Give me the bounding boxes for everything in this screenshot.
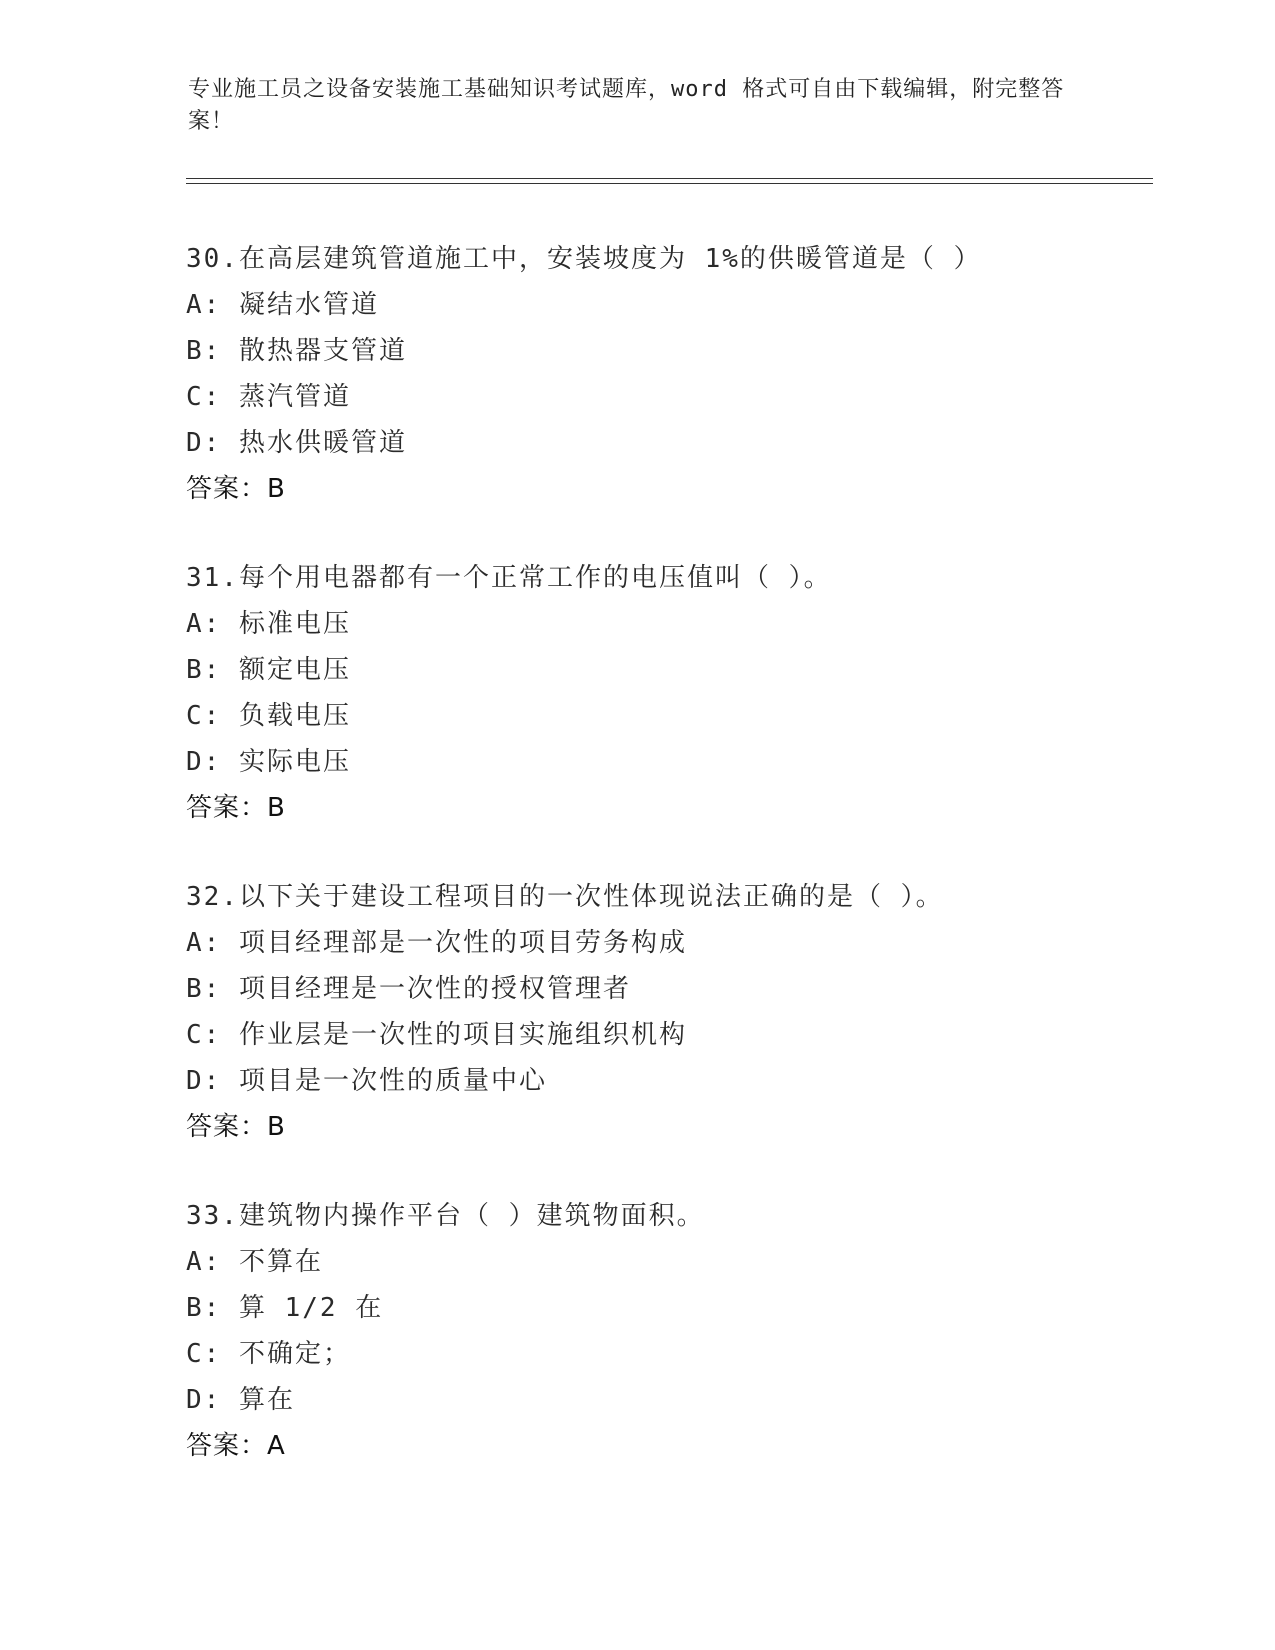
option-c: C: 不确定； <box>186 1339 351 1369</box>
answer-line: 答案：B <box>186 474 286 504</box>
question-stem: 30.在高层建筑管道施工中，安装坡度为 1%的供暖管道是（ ） <box>186 244 982 274</box>
option-c: C: 蒸汽管道 <box>186 382 351 412</box>
option-b: B: 散热器支管道 <box>186 336 407 366</box>
option-b: B: 算 1/2 在 <box>186 1293 384 1323</box>
question-stem: 31.每个用电器都有一个正常工作的电压值叫（ ）。 <box>186 563 832 593</box>
question-stem: 33.建筑物内操作平台（ ）建筑物面积。 <box>186 1201 705 1231</box>
option-a: A: 凝结水管道 <box>186 290 379 320</box>
option-d: D: 项目是一次性的质量中心 <box>186 1066 547 1096</box>
option-d: D: 算在 <box>186 1385 295 1415</box>
question-33 <box>186 1193 1146 1469</box>
answer-line: 答案：B <box>186 793 286 823</box>
option-a: A: 不算在 <box>186 1247 323 1277</box>
option-d: D: 实际电压 <box>186 747 351 777</box>
question-31 <box>186 555 1146 831</box>
question-32 <box>186 874 1146 1150</box>
option-b: B: 项目经理是一次性的授权管理者 <box>186 974 631 1004</box>
option-d: D: 热水供暖管道 <box>186 428 407 458</box>
option-a: A: 标准电压 <box>186 609 351 639</box>
question-stem: 32.以下关于建设工程项目的一次性体现说法正确的是（ ）。 <box>186 882 944 912</box>
header-rule-top <box>186 178 1153 179</box>
option-b: B: 额定电压 <box>186 655 351 685</box>
document-header: 专业施工员之设备安装施工基础知识考试题库，word 格式可自由下载编辑，附完整答案！ <box>188 77 1065 134</box>
answer-line: 答案：B <box>186 1112 286 1142</box>
option-c: C: 负载电压 <box>186 701 351 731</box>
question-30 <box>186 236 1146 512</box>
option-a: A: 项目经理部是一次性的项目劳务构成 <box>186 928 687 958</box>
answer-line: 答案：A <box>186 1431 286 1461</box>
header-rule-bottom <box>186 183 1153 184</box>
option-c: C: 作业层是一次性的项目实施组织机构 <box>186 1020 687 1050</box>
